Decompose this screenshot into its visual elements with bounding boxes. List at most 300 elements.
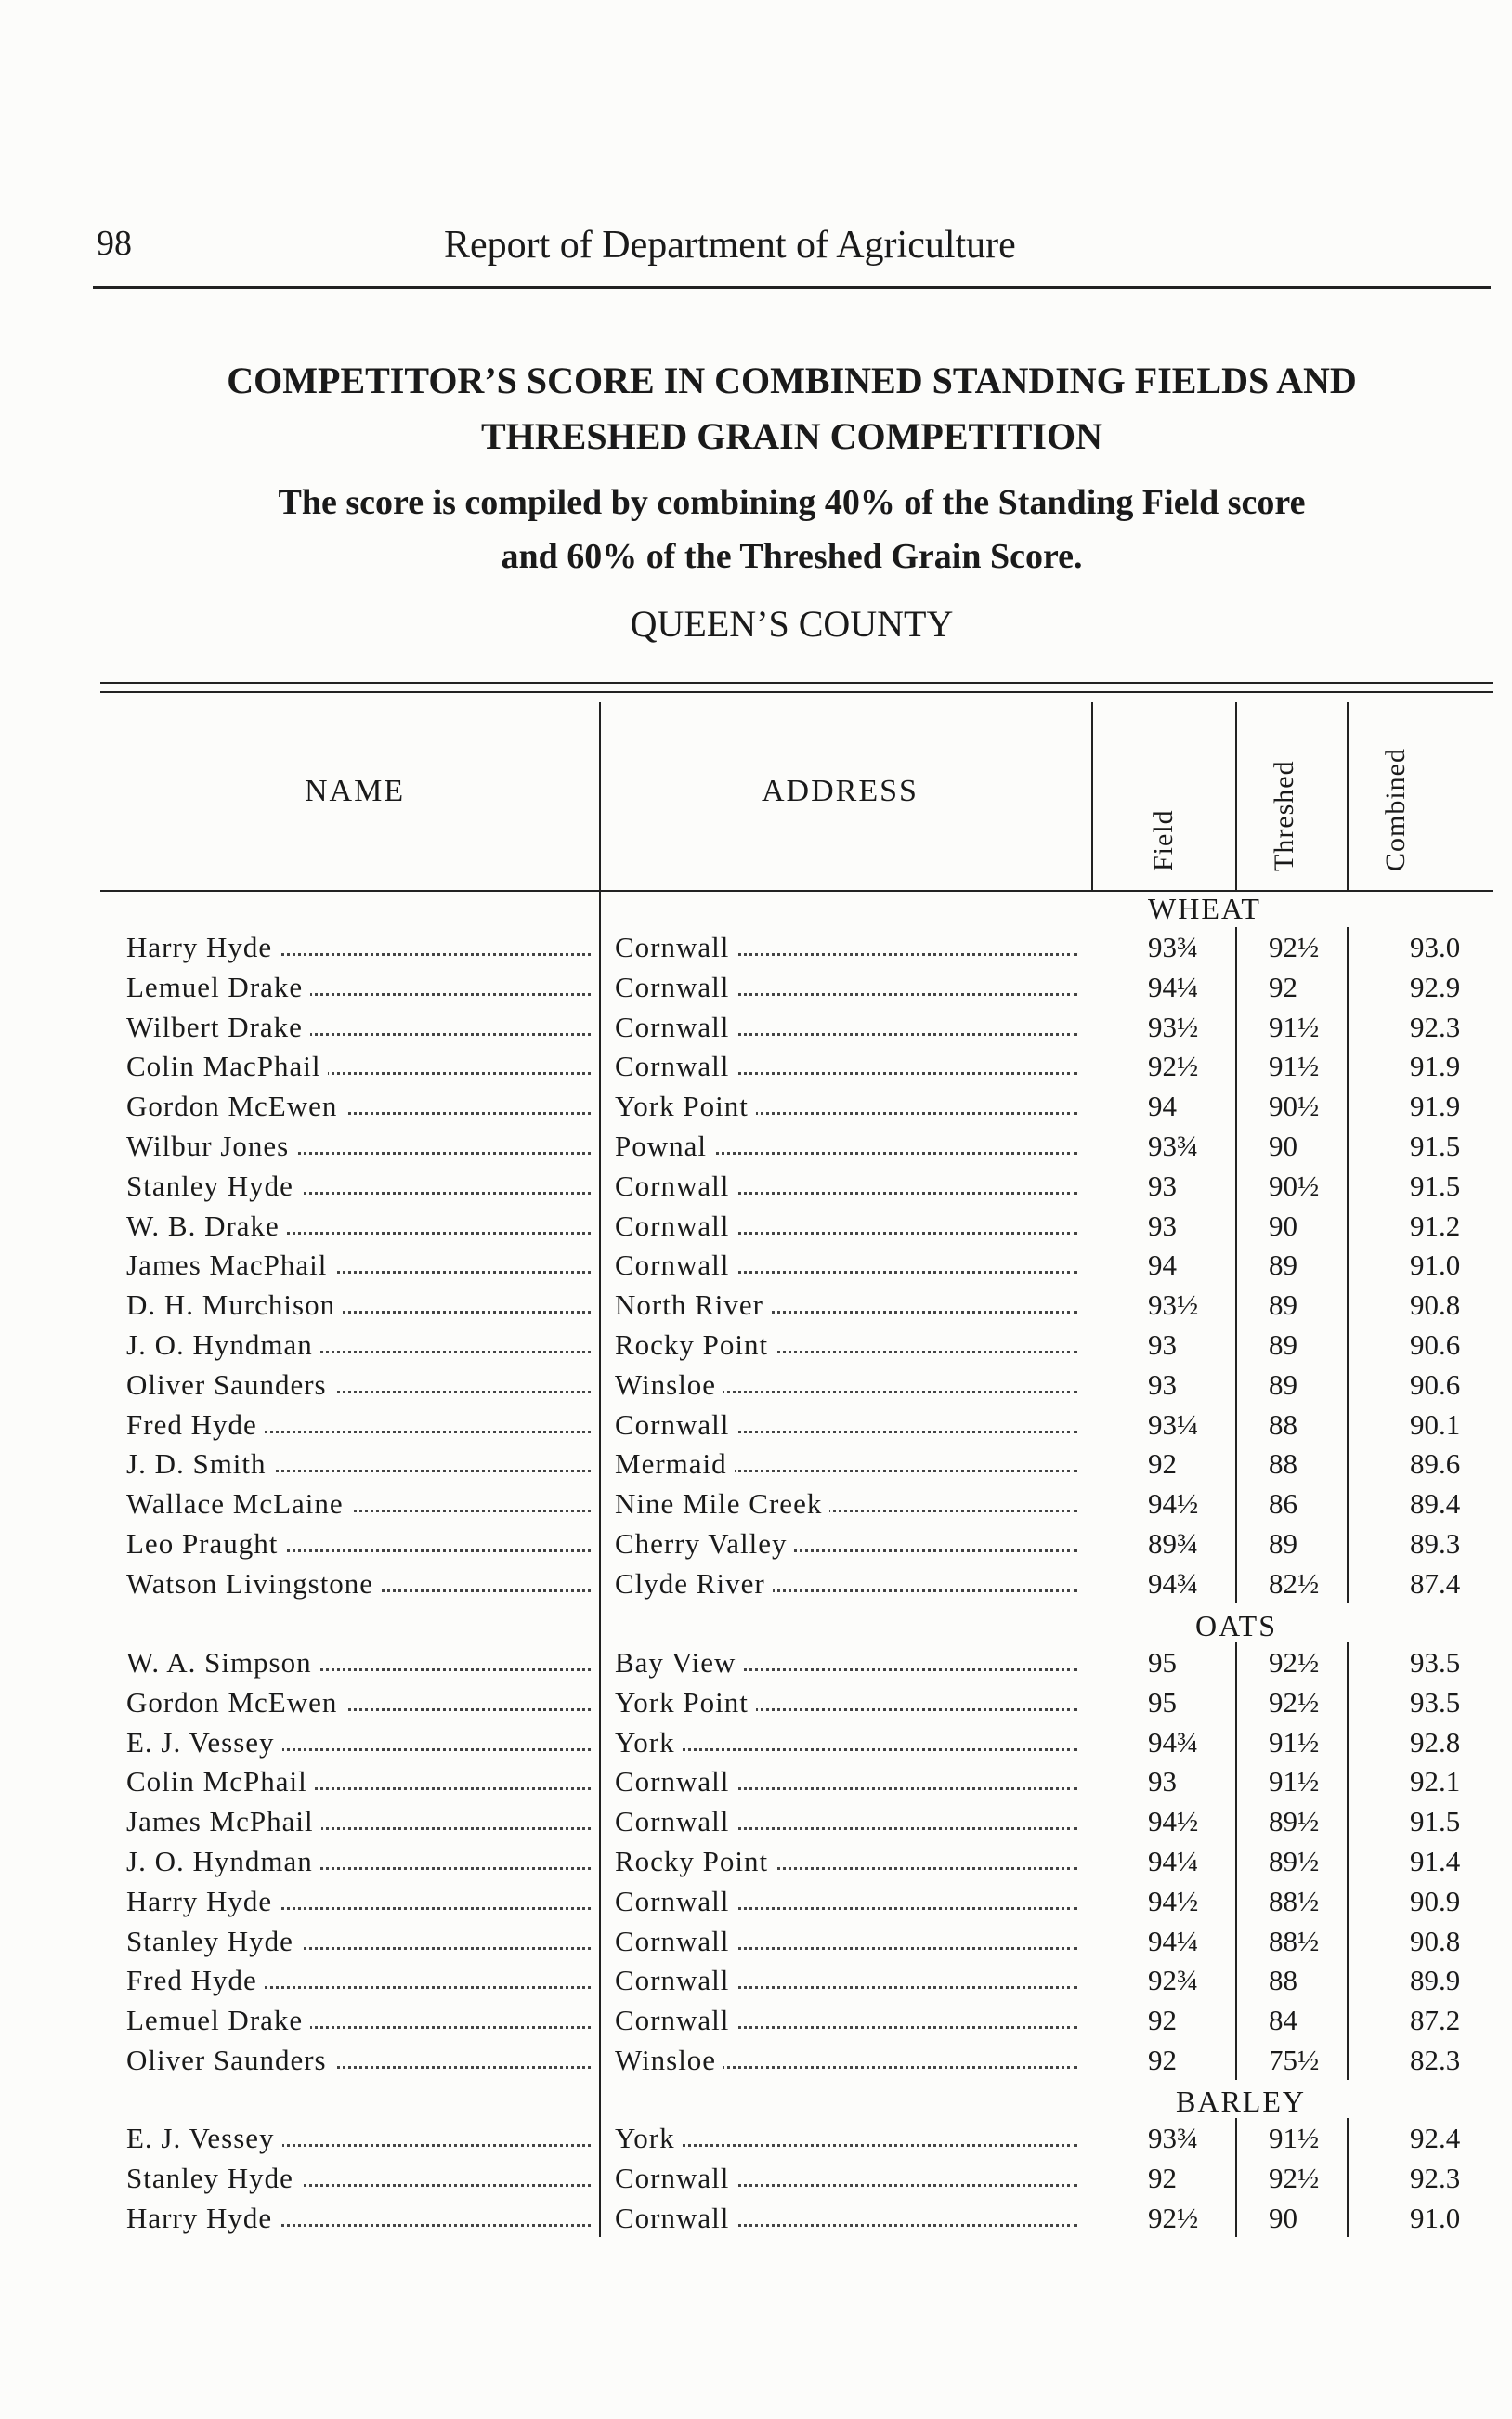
competitor-name [126, 1765, 591, 1798]
competitor-address-text: Bay View [615, 1646, 743, 1679]
field-score: 94¼ [1148, 1924, 1199, 1957]
field-score: 94½ [1148, 1805, 1199, 1838]
competitor-name-text: Fred Hyde [126, 1408, 265, 1441]
competitor-name-text: James McPhail [126, 1805, 321, 1837]
field-score: 92 [1148, 2044, 1177, 2076]
combined-score-value: 89.9 [1410, 1964, 1461, 1997]
competitor-address [615, 1288, 1077, 1322]
combined-score-value: 82.3 [1410, 2044, 1461, 2076]
competitor-address-text: Cornwall [615, 1805, 736, 1837]
table-row [0, 1925, 1512, 1965]
competitor-name [126, 2202, 591, 2235]
competitor-address-text: Mermaid [615, 1447, 735, 1480]
competitor-name [126, 1130, 591, 1163]
combined-score [1384, 1288, 1477, 1322]
table-row [0, 1845, 1512, 1885]
combined-score [1384, 1805, 1477, 1838]
field-score: 93¾ [1148, 2122, 1199, 2154]
competitor-address-text: Pownal [615, 1130, 714, 1162]
threshed-score: 91½ [1269, 2122, 1320, 2154]
threshed-score: 82½ [1269, 1566, 1320, 1600]
competitor-name-text: Harry Hyde [126, 1885, 280, 1917]
competitor-address [615, 1845, 1077, 1878]
threshed-score: 89 [1269, 1328, 1297, 1361]
table-row [0, 1726, 1512, 1766]
combined-score [1384, 1925, 1477, 1958]
competitor-name-text: Oliver Saunders [126, 1368, 334, 1401]
threshed-score: 92½ [1269, 1685, 1320, 1719]
threshed-score: 86 [1269, 1487, 1297, 1521]
competitor-name-text: D. H. Murchison [126, 1288, 343, 1321]
competitor-name [126, 971, 591, 1004]
competitor-address [615, 1964, 1077, 1997]
document-title [93, 353, 1491, 464]
combined-score-value: 91.9 [1410, 1050, 1461, 1083]
combined-score-value: 93.5 [1410, 1685, 1461, 1719]
threshed-score: 89½ [1269, 1845, 1320, 1877]
combined-score-value: 91.5 [1410, 1130, 1461, 1162]
competitor-address [615, 1765, 1077, 1798]
competitor-address-text: York [615, 1726, 683, 1759]
combined-score-value: 93.5 [1410, 1646, 1461, 1679]
combined-score-value: 92.3 [1410, 2161, 1461, 2194]
competitor-name-text: Wilbert Drake [126, 1011, 310, 1043]
threshed-score: 91½ [1269, 1765, 1320, 1798]
competitor-name [126, 1050, 591, 1083]
column-header-address: ADDRESS [762, 774, 919, 808]
combined-score-value: 92.1 [1410, 1765, 1461, 1798]
table-row [0, 1249, 1512, 1288]
field-score: 94½ [1148, 1884, 1199, 1917]
competitor-name [126, 1527, 591, 1561]
field-score: 89¾ [1148, 1527, 1199, 1560]
competitor-name [126, 2162, 591, 2195]
combined-score [1384, 1447, 1477, 1481]
competitor-address [615, 2044, 1077, 2077]
competitor-name-text: Wilbur Jones [126, 1130, 296, 1162]
table-row [0, 1050, 1512, 1090]
table-row [0, 1408, 1512, 1448]
competitor-address-text: Cornwall [615, 1210, 736, 1242]
combined-score [1384, 1210, 1477, 1243]
threshed-score: 91½ [1269, 1050, 1320, 1083]
competitor-name [126, 1964, 591, 1997]
page-number: 98 [97, 224, 132, 263]
competitor-address [615, 1646, 1077, 1680]
threshed-score: 91½ [1269, 1010, 1320, 1043]
combined-score-value: 93.0 [1410, 931, 1461, 963]
field-score: 94 [1148, 1090, 1177, 1123]
table-row [0, 2162, 1512, 2202]
competitor-name [126, 1447, 591, 1481]
competitor-name-text: Stanley Hyde [126, 1170, 301, 1202]
competitor-name-text: James MacPhail [126, 1249, 334, 1281]
combined-score [1384, 2004, 1477, 2037]
combined-score [1384, 2122, 1477, 2155]
competitor-name-text: J. O. Hyndman [126, 1845, 320, 1877]
field-score: 93¼ [1148, 1407, 1199, 1441]
combined-score-value: 91.2 [1410, 1209, 1461, 1242]
competitor-name [126, 1170, 591, 1203]
competitor-address [615, 2162, 1077, 2195]
combined-score-value: 90.6 [1410, 1328, 1461, 1361]
competitor-address [615, 1090, 1077, 1123]
field-score: 94½ [1148, 1487, 1199, 1521]
field-score: 92¾ [1148, 1964, 1199, 1997]
competitor-name [126, 931, 591, 964]
threshed-score: 92½ [1269, 931, 1320, 963]
competitor-name [126, 1805, 591, 1838]
competitor-name [126, 1925, 591, 1958]
competitor-name-text: J. O. Hyndman [126, 1328, 320, 1361]
combined-score [1384, 1527, 1477, 1561]
competitor-address [615, 1527, 1077, 1561]
field-score: 92½ [1148, 2201, 1199, 2234]
combined-score [1384, 1487, 1477, 1521]
competitor-name-text: Colin MacPhail [126, 1050, 328, 1082]
field-score: 95 [1148, 1646, 1177, 1679]
combined-score [1384, 1408, 1477, 1442]
subtitle-line-1: The score is compiled by combining 40% of the Standing Field score [278, 483, 1306, 522]
section-label-wheat: WHEAT [1148, 892, 1261, 925]
table-top-rule [100, 682, 1493, 684]
competitor-name [126, 1249, 591, 1282]
combined-score [1384, 1845, 1477, 1878]
competitor-name-text: E. J. Vessey [126, 1726, 282, 1759]
competitor-name [126, 1686, 591, 1719]
column-header-field: Field [1148, 809, 1179, 871]
competitor-address-text: Rocky Point [615, 1328, 776, 1361]
competitor-address [615, 1487, 1077, 1521]
competitor-name [126, 2044, 591, 2077]
field-score: 93¾ [1148, 1130, 1199, 1162]
table-row [0, 971, 1512, 1011]
competitor-address-text: Cornwall [615, 1011, 736, 1043]
competitor-address-text: Winsloe [615, 1368, 723, 1401]
threshed-score: 90½ [1269, 1169, 1320, 1202]
field-score: 94¼ [1148, 1845, 1199, 1877]
combined-score-value: 92.4 [1410, 2122, 1461, 2154]
threshed-score: 92 [1269, 970, 1297, 1003]
combined-score-value: 89.4 [1410, 1487, 1461, 1521]
competitor-name-text: Gordon McEwen [126, 1686, 345, 1719]
combined-score [1384, 1170, 1477, 1203]
field-score: 93 [1148, 1209, 1177, 1242]
table-row [0, 1447, 1512, 1487]
competitor-address-text: York Point [615, 1686, 756, 1719]
table-row [0, 2044, 1512, 2084]
table-row [0, 1567, 1512, 1607]
threshed-score: 92½ [1269, 1646, 1320, 1679]
table-row [0, 1487, 1512, 1527]
competitor-address-text: Cornwall [615, 1170, 736, 1202]
field-score: 92 [1148, 1447, 1177, 1481]
combined-score [1384, 1090, 1477, 1123]
field-score: 92 [1148, 2161, 1177, 2194]
field-score: 92 [1148, 2004, 1177, 2037]
competitor-name [126, 1210, 591, 1243]
combined-score-value: 87.2 [1410, 2004, 1461, 2037]
competitor-address-text: Cornwall [615, 1964, 736, 1996]
competitor-name-text: W. A. Simpson [126, 1646, 319, 1679]
threshed-score: 89 [1269, 1249, 1297, 1282]
competitor-address-text: North River [615, 1288, 771, 1321]
threshed-score: 88½ [1269, 1924, 1320, 1957]
competitor-name [126, 1845, 591, 1878]
field-score: 93½ [1148, 1288, 1199, 1322]
competitor-address [615, 1805, 1077, 1838]
competitor-address-text: Rocky Point [615, 1845, 776, 1877]
combined-score [1384, 1765, 1477, 1798]
threshed-score: 88 [1269, 1447, 1297, 1481]
combined-score-value: 91.5 [1410, 1169, 1461, 1202]
combined-score [1384, 1885, 1477, 1918]
table-row [0, 1527, 1512, 1567]
threshed-score: 90 [1269, 1209, 1297, 1242]
competitor-name-text: Harry Hyde [126, 2202, 280, 2234]
table-row [0, 2202, 1512, 2242]
threshed-score: 92½ [1269, 2161, 1320, 2194]
table-header-rule [100, 890, 1493, 892]
field-score: 92½ [1148, 1050, 1199, 1083]
column-divider-field [1235, 702, 1237, 890]
competitor-name-text: Watson Livingstone [126, 1567, 381, 1600]
competitor-name-text: Wallace McLaine [126, 1487, 351, 1520]
combined-score [1384, 1011, 1477, 1044]
threshed-score: 90 [1269, 1130, 1297, 1162]
field-score: 93 [1148, 1169, 1177, 1202]
competitor-address [615, 2122, 1077, 2155]
competitor-name [126, 2004, 591, 2037]
competitor-address-text: Cornwall [615, 1885, 736, 1917]
title-line-2: THRESHED GRAIN COMPETITION [481, 415, 1102, 457]
competitor-address-text: Cornwall [615, 1408, 736, 1441]
competitor-address [615, 1368, 1077, 1402]
competitor-name-text: Stanley Hyde [126, 2162, 301, 2194]
combined-score-value: 89.3 [1410, 1527, 1461, 1560]
competitor-address [615, 1011, 1077, 1044]
table-row [0, 1130, 1512, 1170]
field-score: 93 [1148, 1765, 1177, 1798]
competitor-name [126, 1885, 591, 1918]
threshed-score: 88 [1269, 1407, 1297, 1441]
threshed-score: 75½ [1269, 2044, 1320, 2076]
threshed-score: 90 [1269, 2201, 1297, 2234]
combined-score-value: 91.4 [1410, 1845, 1461, 1877]
competitor-address-text: York [615, 2122, 683, 2154]
competitor-address-text: Cornwall [615, 2162, 736, 2194]
competitor-address-text: Cornwall [615, 971, 736, 1003]
competitor-name [126, 1288, 591, 1322]
field-score: 94¼ [1148, 970, 1199, 1003]
table-row [0, 2004, 1512, 2044]
table-row [0, 2122, 1512, 2162]
competitor-address [615, 1447, 1077, 1481]
competitor-name-text: Gordon McEwen [126, 1090, 345, 1122]
competitor-name [126, 1726, 591, 1759]
competitor-address-text: Cornwall [615, 1249, 736, 1281]
competitor-address-text: Cornwall [615, 2202, 736, 2234]
table-row [0, 1011, 1512, 1051]
competitor-name-text: Fred Hyde [126, 1964, 265, 1996]
competitor-address-text: York Point [615, 1090, 756, 1122]
competitor-name-text: Stanley Hyde [126, 1925, 301, 1957]
competitor-address [615, 1408, 1077, 1442]
competitor-address-text: Cornwall [615, 1050, 736, 1082]
table-row [0, 1964, 1512, 2004]
combined-score-value: 91.0 [1410, 2201, 1461, 2234]
competitor-name-text: Leo Praught [126, 1527, 285, 1560]
competitor-address [615, 1130, 1077, 1163]
combined-score [1384, 1646, 1477, 1680]
combined-score-value: 90.9 [1410, 1884, 1461, 1917]
threshed-score: 88½ [1269, 1884, 1320, 1917]
combined-score [1384, 2202, 1477, 2235]
competitor-address-text: Winsloe [615, 2044, 723, 2076]
competitor-address-text: Cherry Valley [615, 1527, 794, 1560]
combined-score [1384, 1249, 1477, 1282]
competitor-name [126, 2122, 591, 2155]
combined-score [1384, 1130, 1477, 1163]
column-divider-threshed [1347, 702, 1349, 890]
competitor-address [615, 1925, 1077, 1958]
table-row [0, 1170, 1512, 1210]
table-row [0, 1686, 1512, 1726]
threshed-score: 89½ [1269, 1805, 1320, 1838]
section-label-oats: OATS [1195, 1609, 1278, 1642]
competitor-address-text: Clyde River [615, 1567, 773, 1600]
combined-score [1384, 1964, 1477, 1997]
combined-score [1384, 2162, 1477, 2195]
competitor-address [615, 1050, 1077, 1083]
competitor-address-text: Cornwall [615, 1925, 736, 1957]
competitor-name-text: Lemuel Drake [126, 971, 310, 1003]
competitor-name [126, 1090, 591, 1123]
combined-score [1384, 1686, 1477, 1719]
column-header-threshed: Threshed [1269, 760, 1299, 871]
field-score: 95 [1148, 1685, 1177, 1719]
competitor-address-text: Cornwall [615, 1765, 736, 1798]
combined-score-value: 90.8 [1410, 1288, 1461, 1322]
combined-score-value: 90.6 [1410, 1367, 1461, 1401]
header-rule [93, 286, 1491, 289]
table-row [0, 931, 1512, 971]
combined-score-value: 89.6 [1410, 1447, 1461, 1481]
competitor-name [126, 1368, 591, 1402]
combined-score-value: 87.4 [1410, 1566, 1461, 1600]
threshed-score: 90½ [1269, 1090, 1320, 1123]
competitor-address [615, 1328, 1077, 1362]
competitor-address [615, 971, 1077, 1004]
threshed-score: 89 [1269, 1288, 1297, 1322]
field-score: 93½ [1148, 1010, 1199, 1043]
combined-score [1384, 2044, 1477, 2077]
combined-score [1384, 1368, 1477, 1402]
field-score: 94¾ [1148, 1566, 1199, 1600]
competitor-name-text: Colin McPhail [126, 1765, 315, 1798]
combined-score-value: 91.0 [1410, 1249, 1461, 1282]
competitor-address [615, 931, 1077, 964]
competitor-address [615, 1885, 1077, 1918]
competitor-address-text: Cornwall [615, 2004, 736, 2036]
table-row [0, 1885, 1512, 1925]
combined-score-value: 92.3 [1410, 1010, 1461, 1043]
title-line-1: COMPETITOR’S SCORE IN COMBINED STANDING FIELDS AND [227, 360, 1357, 401]
field-score: 93 [1148, 1367, 1177, 1401]
running-title: Report of Department of Agriculture [444, 224, 1016, 267]
section-label-barley: BARLEY [1176, 2085, 1306, 2118]
table-row [0, 1288, 1512, 1328]
competitor-name [126, 1011, 591, 1044]
field-score: 94¾ [1148, 1725, 1199, 1759]
combined-score-value: 91.5 [1410, 1805, 1461, 1838]
table-row [0, 1805, 1512, 1845]
column-header-name: NAME [305, 774, 406, 808]
combined-score [1384, 1050, 1477, 1083]
competitor-name [126, 1487, 591, 1521]
competitor-name [126, 1328, 591, 1362]
competitor-address [615, 2202, 1077, 2235]
column-header-combined: Combined [1380, 748, 1411, 871]
table-top-rule-double [100, 691, 1493, 693]
competitor-address [615, 1249, 1077, 1282]
county-heading: QUEEN’S COUNTY [630, 603, 954, 645]
combined-score-value: 92.8 [1410, 1725, 1461, 1759]
combined-score [1384, 931, 1477, 964]
competitor-name-text: Harry Hyde [126, 931, 280, 963]
document-subtitle [93, 476, 1491, 583]
competitor-address-text: Cornwall [615, 931, 736, 963]
competitor-name-text: J. D. Smith [126, 1447, 274, 1480]
competitor-name [126, 1567, 591, 1601]
threshed-score: 84 [1269, 2004, 1297, 2037]
competitor-name [126, 1408, 591, 1442]
table-row [0, 1328, 1512, 1368]
threshed-score: 91½ [1269, 1725, 1320, 1759]
competitor-name-text: E. J. Vessey [126, 2122, 282, 2154]
combined-score-value: 90.8 [1410, 1924, 1461, 1957]
combined-score-value: 91.9 [1410, 1090, 1461, 1123]
field-score: 93 [1148, 1328, 1177, 1361]
competitor-name-text: Lemuel Drake [126, 2004, 310, 2036]
combined-score-value: 90.1 [1410, 1407, 1461, 1441]
table-row [0, 1090, 1512, 1130]
combined-score [1384, 971, 1477, 1004]
competitor-address [615, 1686, 1077, 1719]
table-row [0, 1368, 1512, 1408]
competitor-address [615, 1567, 1077, 1601]
column-divider-address [1091, 702, 1093, 890]
table-row [0, 1646, 1512, 1686]
field-score: 93¾ [1148, 931, 1199, 963]
table-row [0, 1210, 1512, 1249]
page-header [97, 223, 1490, 279]
competitor-name-text: Oliver Saunders [126, 2044, 334, 2076]
competitor-address [615, 1170, 1077, 1203]
field-score: 94 [1148, 1249, 1177, 1282]
combined-score [1384, 1726, 1477, 1759]
competitor-address-text: Nine Mile Creek [615, 1487, 829, 1520]
competitor-address [615, 1726, 1077, 1759]
competitor-address [615, 1210, 1077, 1243]
threshed-score: 89 [1269, 1527, 1297, 1560]
competitor-name [126, 1646, 591, 1680]
combined-score [1384, 1328, 1477, 1362]
subtitle-line-2: and 60% of the Threshed Grain Score. [501, 537, 1083, 576]
competitor-address [615, 2004, 1077, 2037]
combined-score [1384, 1567, 1477, 1601]
table-row [0, 1765, 1512, 1805]
